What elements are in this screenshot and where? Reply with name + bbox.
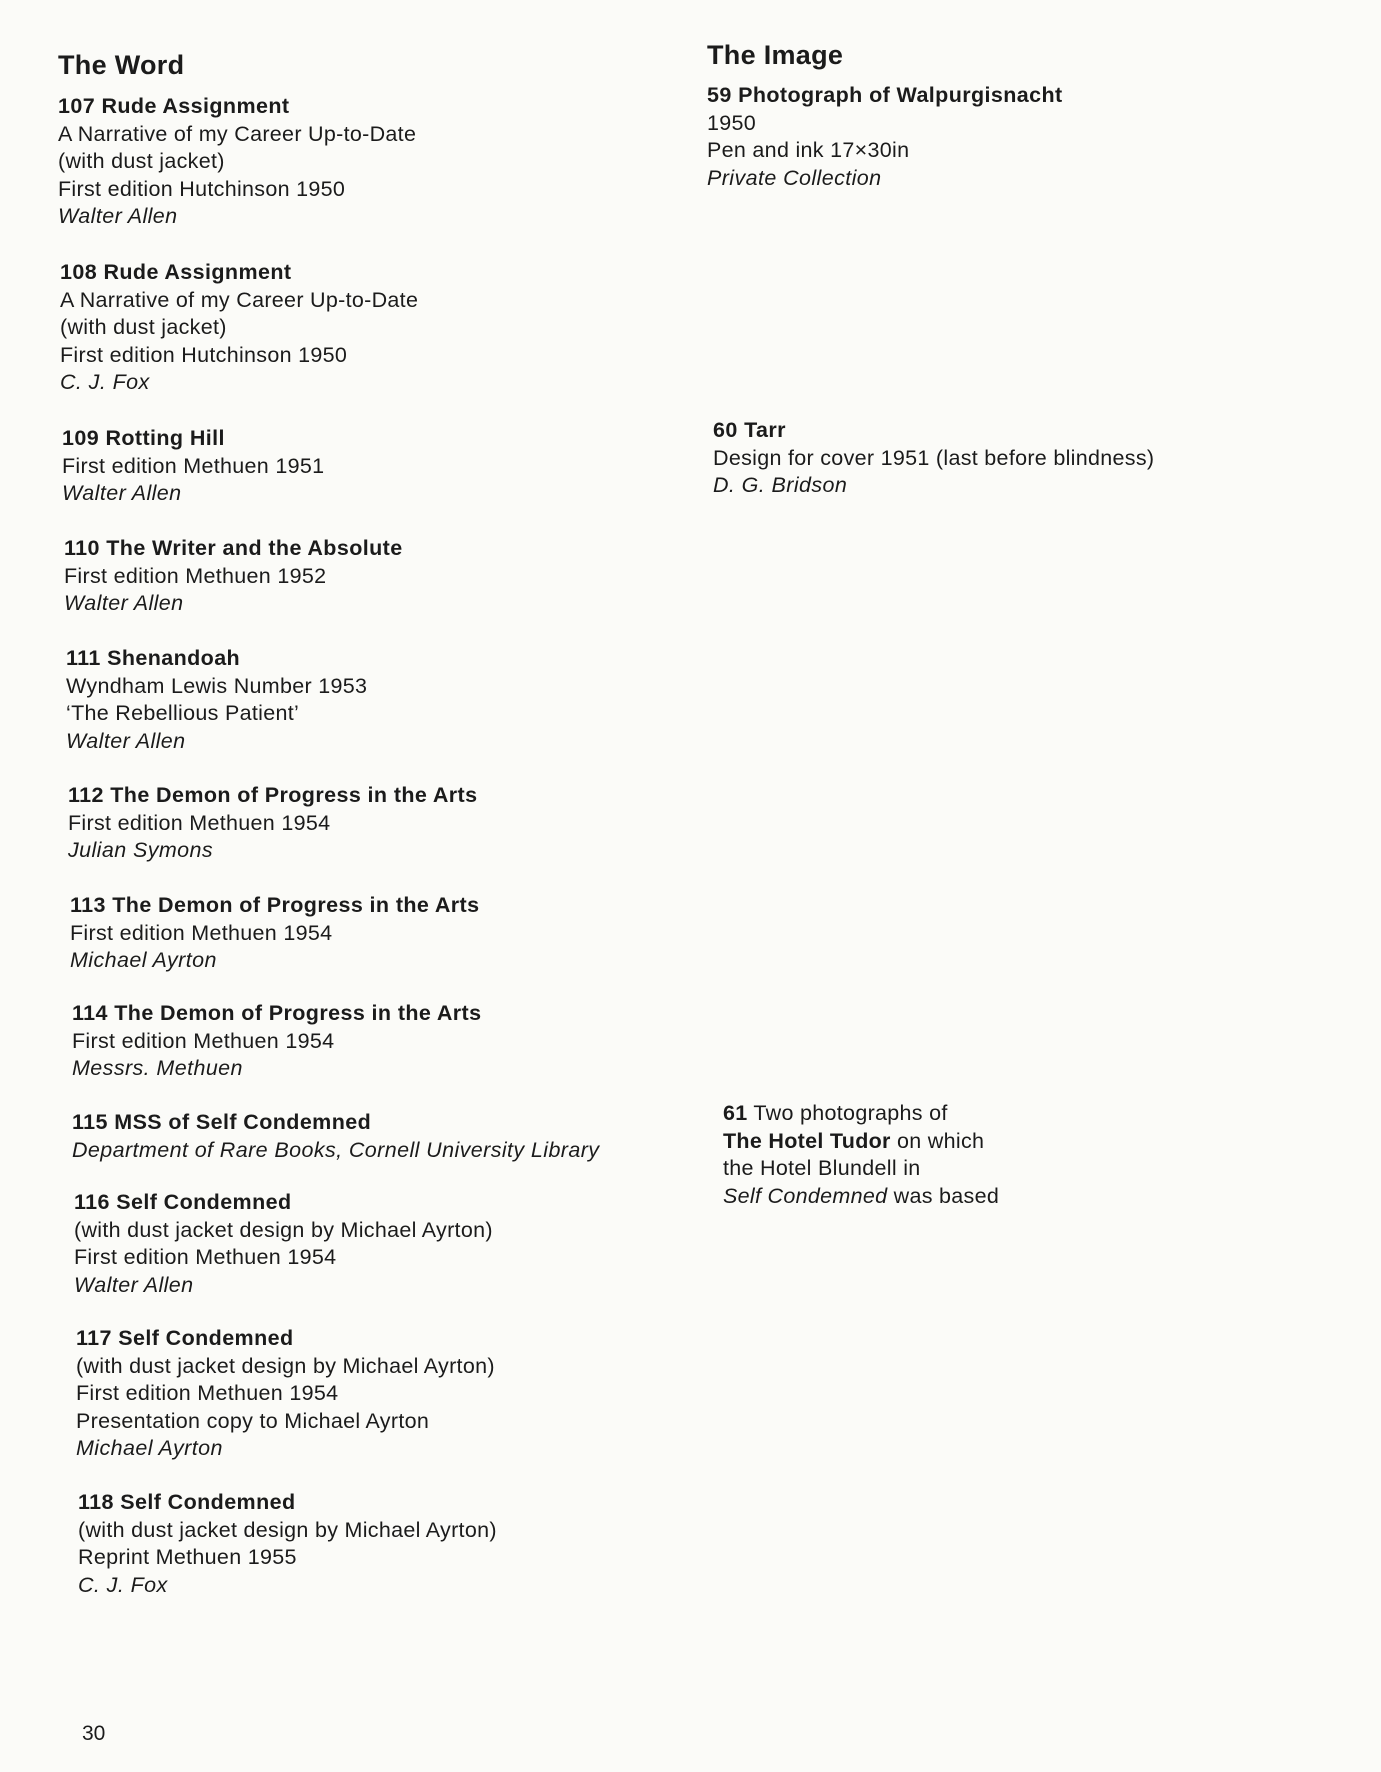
entry-lender: Julian Symons	[68, 838, 214, 862]
entry-line: A Narrative of my Career Up-to-Date	[58, 121, 417, 146]
entry-line: First edition Methuen 1954	[74, 1245, 337, 1269]
page-number: 30	[82, 1722, 106, 1745]
entry-line: (with dust jacket design by Michael Ayrton)	[78, 1517, 497, 1542]
entry-title: 110 The Writer and the Absolute	[64, 536, 403, 560]
word-entry-116	[74, 1189, 714, 1299]
entry-lender: Walter Allen	[58, 204, 178, 228]
image-entry-61	[723, 1100, 1283, 1210]
entry-line: First edition Methuen 1954	[76, 1381, 339, 1405]
word-entry-112	[68, 782, 708, 865]
right-column-heading: The Image	[707, 40, 844, 70]
entry-line: (with dust jacket design by Michael Ayrton)	[74, 1217, 493, 1242]
entry-title: 59 Photograph of Walpurgisnacht	[707, 83, 1063, 107]
entry-lender: Michael Ayrton	[76, 1436, 223, 1460]
entry-line: First edition Hutchinson 1950	[58, 176, 346, 201]
entry-title: 118 Self Condemned	[78, 1490, 296, 1514]
entry-line: Two photographs of	[753, 1101, 948, 1125]
entry-line: First edition Hutchinson 1950	[60, 342, 348, 367]
entry-title: 111 Shenandoah	[66, 646, 241, 670]
word-entry-114	[72, 1000, 712, 1083]
left-column-heading: The Word	[58, 50, 185, 80]
entry-line: Presentation copy to Michael Ayrton	[76, 1408, 430, 1433]
entry-line: (with dust jacket)	[60, 315, 227, 339]
word-entry-113	[70, 892, 710, 975]
entry-title: 60 Tarr	[713, 418, 786, 442]
entry-line: Pen and ink 17×30in	[707, 138, 910, 162]
entry-title: 109 Rotting Hill	[62, 426, 225, 450]
entry-line: was based	[893, 1183, 1000, 1208]
entry-line: on which	[897, 1128, 985, 1153]
book-title: Self Condemned	[723, 1183, 888, 1208]
entry-lender: C. J. Fox	[78, 1572, 168, 1597]
entry-lender: Department of Rare Books, Cornell University Library	[72, 1137, 600, 1162]
word-entry-107	[58, 93, 698, 231]
entry-title: 116 Self Condemned	[74, 1190, 292, 1214]
word-entry-117	[76, 1325, 716, 1463]
entry-line: First edition Methuen 1951	[62, 453, 325, 478]
word-entry-115	[72, 1109, 712, 1164]
word-entry-111	[66, 645, 706, 755]
entry-line: ‘The Rebellious Patient’	[66, 701, 300, 725]
entry-title: 117 Self Condemned	[76, 1326, 294, 1350]
hotel-name: The Hotel Tudor	[723, 1128, 891, 1153]
entry-number: 61	[723, 1101, 748, 1125]
entry-lender: Walter Allen	[66, 728, 186, 753]
entry-line: Design for cover 1951 (last before blindness)	[713, 445, 1155, 470]
entry-title: 107 Rude Assignment	[58, 94, 290, 118]
entry-title: 115 MSS of Self Condemned	[72, 1110, 372, 1134]
image-entry-59	[707, 82, 1267, 192]
entry-lender: Walter Allen	[62, 481, 182, 505]
entry-lender: Walter Allen	[64, 591, 184, 615]
image-entry-60	[713, 417, 1273, 500]
entry-lender: C. J. Fox	[60, 370, 150, 394]
word-entry-109	[62, 425, 702, 508]
entry-lender: Michael Ayrton	[70, 948, 217, 972]
entry-title: 112 The Demon of Progress in the Arts	[68, 783, 478, 807]
entry-line: First edition Methuen 1954	[70, 920, 333, 945]
word-entry-118	[78, 1489, 718, 1599]
entry-line: (with dust jacket design by Michael Ayrton)	[76, 1353, 495, 1378]
entry-line: First edition Methuen 1954	[68, 810, 331, 835]
entry-line: the Hotel Blundell in	[723, 1156, 921, 1180]
entry-lender: Messrs. Methuen	[72, 1056, 243, 1080]
entry-line: A Narrative of my Career Up-to-Date	[60, 287, 419, 312]
entry-title: 108 Rude Assignment	[60, 260, 292, 284]
entry-title: 113 The Demon of Progress in the Arts	[70, 893, 480, 917]
entry-line: 1950	[707, 110, 757, 135]
entry-line: First edition Methuen 1954	[72, 1028, 335, 1053]
entry-line: (with dust jacket)	[58, 149, 225, 173]
entry-line: First edition Methuen 1952	[64, 563, 327, 588]
entry-lender: Private Collection	[707, 165, 882, 190]
word-entry-110	[64, 535, 704, 618]
word-entry-108	[60, 259, 700, 397]
entry-lender: D. G. Bridson	[713, 473, 848, 497]
entry-line: Reprint Methuen 1955	[78, 1545, 297, 1569]
entry-line: Wyndham Lewis Number 1953	[66, 673, 368, 698]
entry-title: 114 The Demon of Progress in the Arts	[72, 1001, 482, 1025]
entry-lender: Walter Allen	[74, 1272, 194, 1297]
